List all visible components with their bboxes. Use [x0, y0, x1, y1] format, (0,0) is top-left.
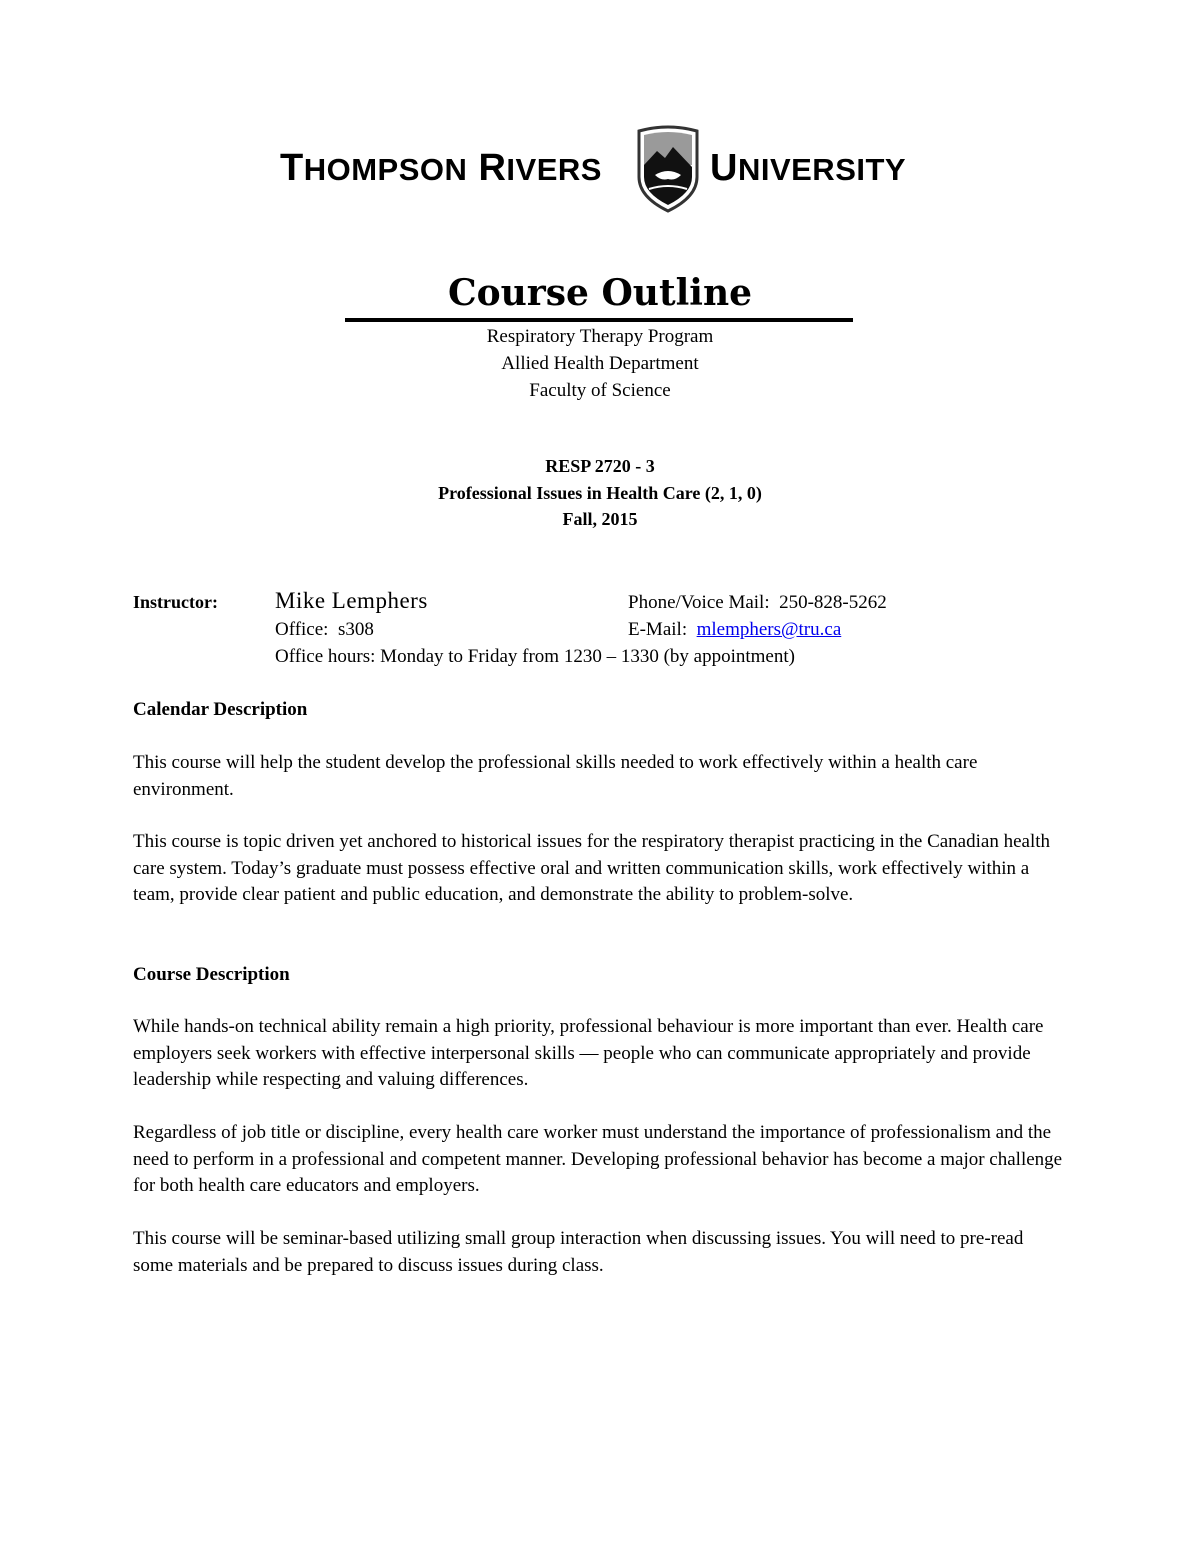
- page-title: Course Outline: [447, 272, 753, 314]
- logo-text-left: THOMPSON RIVERS: [280, 147, 602, 189]
- course-name: Professional Issues in Health Care (2, 1, 0): [438, 483, 762, 503]
- email-label: E-Mail:: [628, 619, 688, 640]
- office-room: s308: [337, 619, 374, 640]
- department-name: Allied Health Department: [501, 353, 699, 374]
- calendar-description-heading: Calendar Description: [133, 699, 308, 720]
- course-paragraph-2: Regardless of job title or discipline, every health care worker must understand the importance of professionalism and the need to perform in a professional and competent manner. Developing professional behavior has become a major challenge for both health care educators and employers.: [133, 1122, 1063, 1196]
- email-link[interactable]: mlemphers@tru.ca: [696, 619, 842, 640]
- phone-label: Phone/Voice Mail:: [628, 592, 770, 613]
- calendar-paragraph-1: This course will help the student develop the professional skills needed to work effectively within a health care environment.: [133, 752, 978, 800]
- course-paragraph-1: While hands-on technical ability remain a high priority, professional behaviour is more important than ever. Health care employers seek workers with effective interpersonal skills — people who can communicate appropriately and provide leadership while respecting and valuing differences.: [133, 1016, 1044, 1090]
- university-logo: [280, 125, 925, 215]
- calendar-paragraph-2: This course is topic driven yet anchored to historical issues for the respiratory therapist practicing in the Canadian health care system. Today’s graduate must possess effective oral and written communication skills, work effectively within a team, provide clear patient and public education, and demonstrate the ability to problem-solve.: [133, 831, 1051, 905]
- phone-row: [628, 592, 887, 614]
- course-code: RESP 2720 - 3: [545, 456, 655, 476]
- course-term: Fall, 2015: [562, 509, 638, 529]
- faculty-name: Faculty of Science: [529, 380, 671, 401]
- office-label: Office:: [275, 619, 329, 640]
- shield-logo-icon: [635, 125, 701, 213]
- instructor-label: Instructor:: [133, 592, 218, 612]
- instructor-name: Mike Lemphers: [275, 588, 428, 613]
- course-description-heading: Course Description: [133, 964, 290, 985]
- phone-number: 250-828-5262: [779, 592, 887, 613]
- program-name: Respiratory Therapy Program: [486, 326, 714, 347]
- office-row: [275, 619, 374, 641]
- course-paragraph-3: This course will be seminar-based utilizing small group interaction when discussing issues. You will need to pre-read some materials and be prepared to discuss issues during class.: [133, 1228, 1024, 1276]
- title-underline: [345, 318, 853, 322]
- office-hours: Office hours: Monday to Friday from 1230 – 1330 (by appointment): [275, 646, 795, 667]
- email-row: [628, 619, 841, 641]
- logo-text-right: UNIVERSITY: [710, 147, 907, 189]
